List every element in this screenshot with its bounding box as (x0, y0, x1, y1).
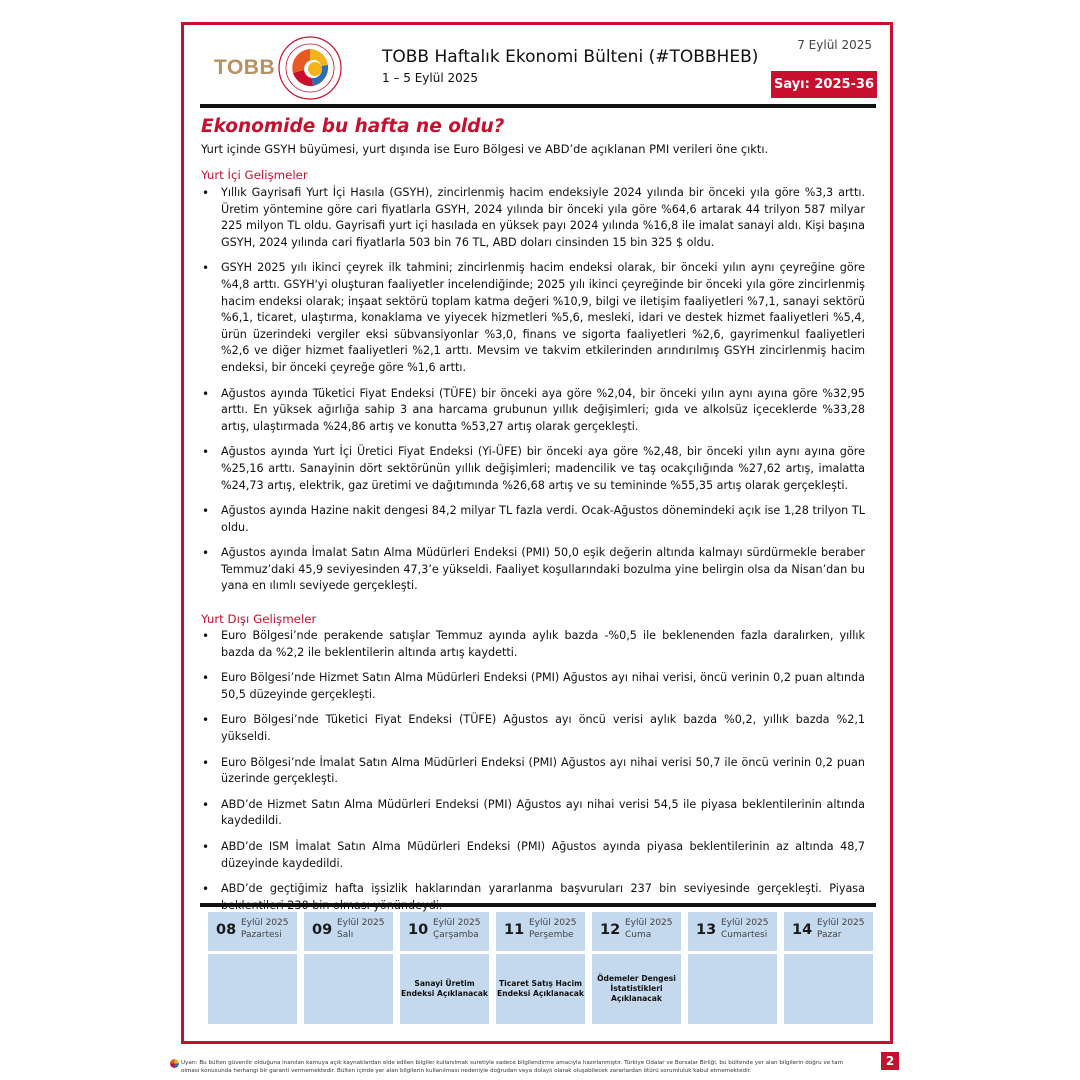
list-item: • Euro Bölgesi’nde Tüketici Fiyat Endeksi (TÜFE) Ağustos ayı öncü verisi aylık bazda %0,2, yıllık bazda %2,1 yükseldi. (201, 712, 865, 745)
tobb-seal-logo (277, 35, 343, 101)
calendar-day (784, 912, 873, 951)
issue-date: 7 Eylül 2025 (797, 38, 872, 52)
list-item: • Ağustos ayında Yurt İçi Üretici Fiyat Endeksi (Yi-ÜFE) bir önceki aya göre %2,48, bir önceki yılın aynı ayına göre %25,16 arttı. Sanayinin dört sektörünün yıllık değişimleri; madencilik ve taş ocakçılığında %27,62 artış, imalatta %24,73 artış, elektrik, gaz üretimi ve dağıtımında %26,68 artış ve su temininde %55,35 artış olarak gerçekleşti. (201, 444, 865, 494)
calendar-day (400, 912, 489, 998)
day-month: Eylül 2025 (721, 918, 769, 928)
calendar-day (592, 912, 681, 1003)
day-number: 12 (600, 922, 621, 938)
calendar-day-event (688, 954, 777, 1024)
day-name: Pazartesi (241, 930, 282, 940)
list-item: • Ağustos ayında Tüketici Fiyat Endeksi (TÜFE) bir önceki aya göre %2,04, bir önceki yılın aynı ayına göre %32,95 arttı. En yüksek ağırlığa sahip 3 ana harcama grubunun yıllık değişimleri; gıda ve alkolsüz içeceklerde %33,28 artış, ulaştırmada %24,86 artış ve konutta %53,27 artış olarak gerçekleşti. (201, 386, 865, 436)
tobb-mini-logo-icon (170, 1059, 179, 1068)
foreign-section-title: Yurt Dışı Gelişmeler (201, 612, 317, 626)
list-item: • Ağustos ayında Hazine nakit dengesi 84,2 milyar TL fazla verdi. Ocak-Ağustos dönemindeki açık ise 1,28 trilyon TL oldu. (201, 503, 865, 536)
footer-disclaimer: Uyarı: Bu bülten güvenilir olduğuna inanılan kamuya açık kaynaklardan elde edilen bilgiler kullanılmak suretiyle sadece bilgilendirme amacıyla hazırlanmıştır. Türkiye Odalar ve Borsalar Birliği, bu bültende yer alan bilgilerin doğru ve tam olması konusunda herhangi bir garanti vermemektedir. Bülten içinde yer alan bilgilerin kullanılması nedeniyle doğrudan veya dolaylı olarak oluşabilecek zararlardan ötürü sorumluluk kabul etmemektedir. (181, 1060, 844, 1074)
page-headline: Ekonomide bu hafta ne oldu? (201, 116, 505, 137)
day-name: Cuma (625, 930, 652, 940)
tobb-logo-text: TOBB (214, 56, 276, 79)
day-month: Eylül 2025 (241, 918, 289, 928)
domestic-bullet-list (201, 185, 865, 604)
day-month: Eylül 2025 (337, 918, 385, 928)
day-name: Cumartesi (721, 930, 768, 940)
calendar-day-event: Ticaret Satış Hacim Endeksi Açıklanacak (496, 954, 585, 1024)
list-item: • Euro Bölgesi’nde perakende satışlar Temmuz ayında aylık bazda -%0,5 ile beklenenden fazla daralırken, yıllık bazda da %2,2 ile beklentilerin altında artış kaydetti. (201, 628, 865, 661)
header-divider (200, 104, 876, 108)
page-number: 2 (881, 1052, 899, 1070)
day-name: Salı (337, 930, 354, 940)
calendar-day (496, 912, 585, 998)
calendar-day-event: Ödemeler Dengesi İstatistikleri Açıklanacak (592, 954, 681, 1024)
day-month: Eylül 2025 (625, 918, 673, 928)
calendar-day-header (688, 912, 777, 951)
list-item: • ABD’de ISM İmalat Satın Alma Müdürleri Endeksi (PMI) Ağustos ayında piyasa beklentilerinin az altında 48,7 düzeyinde kaydedildi. (201, 839, 865, 872)
day-month: Eylül 2025 (817, 918, 865, 928)
calendar-day (688, 912, 777, 951)
list-item: • ABD’de Hizmet Satın Alma Müdürleri Endeksi (PMI) Ağustos ayı nihai verisi 54,5 ile piyasa beklentilerinin altında kaydedildi. (201, 797, 865, 830)
calendar-day-event: Sanayi Üretim Endeksi Açıklanacak (400, 954, 489, 1024)
day-name: Perşembe (529, 930, 574, 940)
day-number: 14 (792, 922, 813, 938)
list-item: • ABD’de geçtiğimiz hafta işsizlik haklarından yararlanma başvuruları 237 bin seviyesinde gerçekleşti. Piyasa (201, 881, 865, 914)
calendar-day-event (208, 954, 297, 1024)
bulletin-date-range: 1 – 5 Eylül 2025 (382, 71, 479, 85)
calendar-divider (200, 903, 876, 907)
list-item: • Euro Bölgesi’nde İmalat Satın Alma Müdürleri Endeksi (PMI) Ağustos ayı nihai verisi 50,7 ile öncü verinin 0,2 puan üzerinde gerçekleşti. (201, 755, 865, 788)
intro-summary: Yurt içinde GSYH büyümesi, yurt dışında ise Euro Bölgesi ve ABD’de açıklanan PMI verileri öne çıktı. (201, 142, 769, 156)
list-item: • Euro Bölgesi’nde Hizmet Satın Alma Müdürleri Endeksi (PMI) Ağustos ayı nihai verisi, öncü verinin 0,2 puan altında 50,5 düzeyinde gerçekleşti. (201, 670, 865, 703)
day-name: Çarşamba (433, 930, 479, 940)
weekly-calendar (208, 912, 873, 1025)
day-number: 13 (696, 922, 717, 938)
foreign-bullet-list (201, 628, 865, 923)
calendar-day (208, 912, 297, 951)
day-month: Eylül 2025 (529, 918, 577, 928)
list-item: • Ağustos ayında İmalat Satın Alma Müdürleri Endeksi (PMI) 50,0 eşik değerin altında kalmayı sürdürmekle beraber Temmuz’daki 45,9 seviyesinden 47,3’e yükseldi. Faaliyet koşullarındaki bozulma yine belirgin olsa da Nisan’dan bu yana en ılımlı seviyede gerçekleşti. (201, 545, 865, 595)
day-number: 10 (408, 922, 429, 938)
day-name: Pazar (817, 930, 842, 940)
day-number: 09 (312, 922, 333, 938)
bulletin-title: TOBB Haftalık Ekonomi Bülteni (#TOBBHEB) (382, 47, 759, 67)
calendar-day-header (592, 912, 681, 951)
list-item: • GSYH 2025 yılı ikinci çeyrek ilk tahmini; zincirlenmiş hacim endeksi olarak, bir önceki yılın aynı çeyreğine göre %4,8 arttı. GSYH'yi oluşturan faaliyetler incelendiğinde; 2025 yılı ikinci çeyreğinde bir önceki yıla göre zincirlenmiş hacim endeksi olarak; inşaat sektörü toplam katma değeri %10,9, bilgi ve iletişim faaliyetleri %7,1, sanayi sektörü %6,1, ticaret, ulaştırma, konaklama ve yiyecek hizmetleri %5,6, mesleki, idari ve destek hizmet faaliyetleri %5,4, ürün üzerindeki vergiler eksi sübvansiyonlar %3,0, finans ve sigorta faaliyetleri %2,6, gayrimenkul faaliyetleri %2,6 ve diğer hizmet faaliyetleri %2,1 arttı. Mevsim ve takvim etkilerinden arındırılmış GSYH zincirlenmiş hacim endeksi, bir önceki çeyreğe göre %1,6 arttı. (201, 260, 865, 376)
calendar-day-header (784, 912, 873, 951)
calendar-day (304, 912, 393, 951)
calendar-day-header (208, 912, 297, 951)
list-item: • Yıllık Gayrisafi Yurt İçi Hasıla (GSYH), zincirlenmiş hacim endeksiyle 2024 yılında bir önceki yıla göre %3,3 arttı. Üretim yöntemine göre cari fiyatlarla GSYH, 2024 yılında bir önceki yıla göre %64,6 artarak 44 trilyon 587 milyar 225 milyon TL oldu. Gayrisafi yurt içi hasılada en yüksek payı 2024 yılında %16,8 ile imalat sanayi aldı. Kişi başına GSYH, 2024 yılında cari fiyatlarla 503 bin 76 TL, ABD doları cinsinden 15 bin 325 $ oldu. (201, 185, 865, 251)
domestic-section-title: Yurt İçi Gelişmeler (201, 168, 308, 182)
issue-number-badge: Sayı: 2025-36 (771, 71, 877, 98)
calendar-day-header (400, 912, 489, 951)
calendar-day-event (304, 954, 393, 1024)
calendar-day-event (784, 954, 873, 1024)
day-number: 08 (216, 922, 237, 938)
day-month: Eylül 2025 (433, 918, 481, 928)
day-number: 11 (504, 922, 525, 938)
calendar-day-header (304, 912, 393, 951)
calendar-day-header (496, 912, 585, 951)
